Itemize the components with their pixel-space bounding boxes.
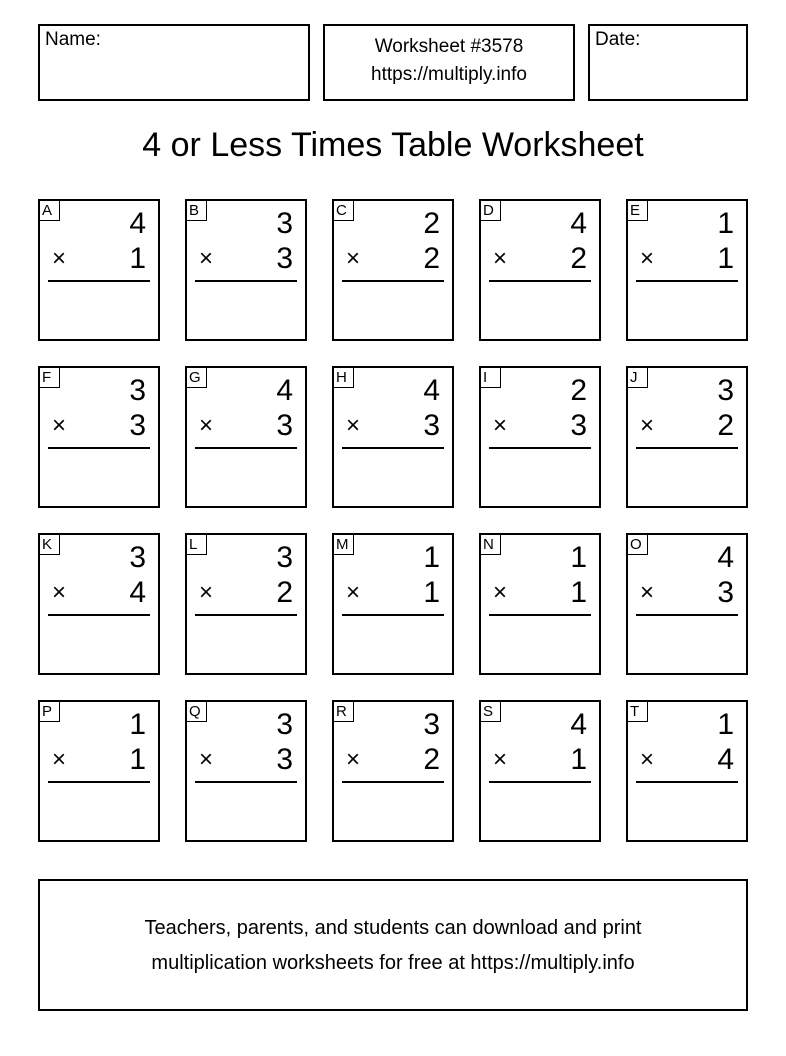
problem-bottom-number: 3	[129, 409, 146, 442]
answer-line	[195, 614, 297, 616]
multiply-sign: ×	[199, 746, 214, 773]
problem-bottom-number: 2	[570, 242, 587, 275]
problem-bottom-number: 2	[423, 743, 440, 776]
problem-card[interactable]	[332, 199, 454, 341]
multiply-sign: ×	[493, 245, 508, 272]
problem-card[interactable]	[626, 533, 748, 675]
problem-bottom-number: 3	[717, 576, 734, 609]
problem-bottom-number: 1	[570, 576, 587, 609]
problem-letter: B	[187, 201, 207, 221]
multiply-sign: ×	[346, 746, 361, 773]
footer-line-1: Teachers, parents, and students can download and print	[144, 917, 642, 939]
answer-line	[636, 447, 738, 449]
problem-letter: S	[481, 702, 501, 722]
answer-line	[636, 614, 738, 616]
multiply-sign: ×	[199, 245, 214, 272]
problem-card[interactable]	[626, 366, 748, 508]
problem-card[interactable]	[626, 199, 748, 341]
problem-card[interactable]	[479, 700, 601, 842]
problem-letter: T	[628, 702, 648, 722]
problem-card[interactable]	[185, 533, 307, 675]
problem-bottom-number: 3	[276, 743, 293, 776]
problem-top-number: 4	[129, 207, 146, 240]
multiply-sign: ×	[52, 579, 67, 606]
problem-bottom-number: 3	[570, 409, 587, 442]
multiply-sign: ×	[52, 412, 67, 439]
problem-card[interactable]	[185, 199, 307, 341]
problem-top-number: 1	[129, 708, 146, 741]
problem-bottom-number: 1	[423, 576, 440, 609]
answer-line	[489, 614, 591, 616]
problem-top-number: 3	[717, 374, 734, 407]
problem-letter: C	[334, 201, 354, 221]
worksheet-info-box	[323, 24, 575, 101]
answer-line	[195, 280, 297, 282]
answer-line	[342, 280, 444, 282]
answer-line	[636, 280, 738, 282]
multiply-sign: ×	[199, 412, 214, 439]
problem-top-number: 4	[570, 708, 587, 741]
answer-line	[489, 447, 591, 449]
problem-card[interactable]	[185, 366, 307, 508]
multiply-sign: ×	[346, 245, 361, 272]
problem-letter: R	[334, 702, 354, 722]
problem-bottom-number: 1	[570, 743, 587, 776]
date-field-box[interactable]	[588, 24, 748, 101]
problem-card[interactable]	[38, 366, 160, 508]
multiply-sign: ×	[493, 412, 508, 439]
problem-card[interactable]	[38, 700, 160, 842]
problem-bottom-number: 3	[276, 242, 293, 275]
problem-bottom-number: 1	[129, 743, 146, 776]
problem-top-number: 3	[423, 708, 440, 741]
multiply-sign: ×	[52, 746, 67, 773]
problem-bottom-number: 3	[423, 409, 440, 442]
name-field-box[interactable]	[38, 24, 310, 101]
problem-top-number: 4	[570, 207, 587, 240]
problem-letter: F	[40, 368, 60, 388]
worksheet-number: Worksheet #3578	[374, 36, 524, 57]
problem-top-number: 2	[570, 374, 587, 407]
multiply-sign: ×	[640, 746, 655, 773]
answer-line	[48, 614, 150, 616]
problem-letter: E	[628, 201, 648, 221]
multiply-sign: ×	[493, 746, 508, 773]
problem-letter: Q	[187, 702, 207, 722]
problem-card[interactable]	[626, 700, 748, 842]
problem-letter: N	[481, 535, 501, 555]
answer-line	[342, 447, 444, 449]
multiply-sign: ×	[493, 579, 508, 606]
date-label: Date:	[595, 29, 641, 50]
answer-line	[195, 781, 297, 783]
problem-letter: H	[334, 368, 354, 388]
problem-letter: D	[481, 201, 501, 221]
page-title: 4 or Less Times Table Worksheet	[142, 126, 644, 164]
problem-top-number: 1	[423, 541, 440, 574]
problem-top-number: 3	[129, 374, 146, 407]
multiply-sign: ×	[640, 579, 655, 606]
problem-bottom-number: 1	[129, 242, 146, 275]
problem-letter: I	[481, 368, 501, 388]
problem-card[interactable]	[479, 533, 601, 675]
problem-letter: P	[40, 702, 60, 722]
problem-bottom-number: 2	[276, 576, 293, 609]
answer-line	[636, 781, 738, 783]
problem-top-number: 3	[276, 541, 293, 574]
multiply-sign: ×	[346, 412, 361, 439]
answer-line	[48, 781, 150, 783]
problem-card[interactable]	[479, 199, 601, 341]
problem-bottom-number: 4	[129, 576, 146, 609]
problem-letter: M	[334, 535, 354, 555]
name-label: Name:	[45, 29, 101, 50]
answer-line	[489, 781, 591, 783]
problem-top-number: 1	[570, 541, 587, 574]
answer-line	[489, 280, 591, 282]
problem-letter: G	[187, 368, 207, 388]
problem-bottom-number: 3	[276, 409, 293, 442]
problem-top-number: 4	[423, 374, 440, 407]
problem-letter: J	[628, 368, 648, 388]
problem-bottom-number: 1	[717, 242, 734, 275]
problem-top-number: 1	[717, 708, 734, 741]
problem-top-number: 3	[276, 708, 293, 741]
problem-card[interactable]	[38, 533, 160, 675]
problem-letter: O	[628, 535, 648, 555]
worksheet-url[interactable]: https://multiply.info	[371, 64, 527, 85]
problem-bottom-number: 4	[717, 743, 734, 776]
problem-top-number: 1	[717, 207, 734, 240]
problem-top-number: 4	[717, 541, 734, 574]
problem-grid	[38, 199, 748, 843]
problem-letter: K	[40, 535, 60, 555]
problem-card[interactable]	[479, 366, 601, 508]
problem-card[interactable]	[332, 700, 454, 842]
multiply-sign: ×	[640, 412, 655, 439]
problem-letter: L	[187, 535, 207, 555]
answer-line	[342, 614, 444, 616]
problem-bottom-number: 2	[423, 242, 440, 275]
problem-letter: A	[40, 201, 60, 221]
multiply-sign: ×	[52, 245, 67, 272]
multiply-sign: ×	[346, 579, 361, 606]
problem-top-number: 4	[276, 374, 293, 407]
multiply-sign: ×	[640, 245, 655, 272]
problem-top-number: 3	[129, 541, 146, 574]
answer-line	[48, 447, 150, 449]
problem-card[interactable]	[185, 700, 307, 842]
footer-box	[38, 879, 748, 1011]
problem-card[interactable]	[38, 199, 160, 341]
problem-card[interactable]	[332, 366, 454, 508]
problem-top-number: 3	[276, 207, 293, 240]
footer-line-2: multiplication worksheets for free at https://multiply.info	[151, 952, 635, 974]
answer-line	[48, 280, 150, 282]
answer-line	[195, 447, 297, 449]
problem-bottom-number: 2	[717, 409, 734, 442]
problem-card[interactable]	[332, 533, 454, 675]
answer-line	[342, 781, 444, 783]
multiply-sign: ×	[199, 579, 214, 606]
problem-top-number: 2	[423, 207, 440, 240]
